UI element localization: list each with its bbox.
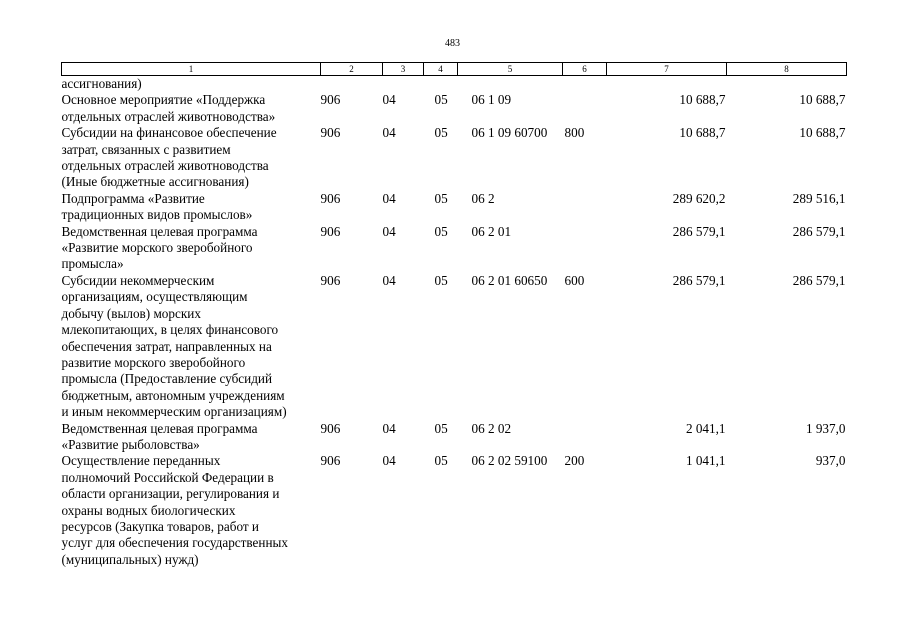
amount-year-2: 1 937,0 (805, 420, 846, 436)
expense-type-code: 800 (564, 125, 585, 141)
expense-type-code (563, 421, 607, 454)
budget-table (61, 62, 847, 568)
header-cell: 2 (321, 63, 383, 76)
target-article-code: 06 2 01 60650 (471, 272, 548, 288)
item-name (62, 421, 321, 454)
item-name (62, 125, 321, 191)
item-name (62, 191, 321, 224)
header-cell: 7 (607, 63, 727, 76)
grbs-code: 906 (320, 190, 341, 206)
expense-type-code (563, 76, 607, 93)
item-name (62, 453, 321, 568)
section-code (383, 76, 424, 93)
item-name-line: Ведомственная целевая программа (61, 223, 258, 239)
amount-year-2: 10 688,7 (799, 125, 846, 141)
item-name-line: отдельных отраслей животноводства (61, 158, 269, 174)
page-number: 483 (445, 38, 460, 49)
subsection-code: 05 (434, 92, 448, 108)
grbs-code: 906 (320, 125, 341, 141)
header-cell: 5 (458, 63, 563, 76)
item-name-line: ассигнования) (61, 76, 142, 91)
header-cell: 1 (62, 63, 321, 76)
item-name-line: организациям, осуществляющим (61, 289, 248, 305)
table-row (62, 421, 847, 454)
table-row (62, 273, 847, 421)
target-article-code: 06 1 09 (471, 92, 512, 108)
amount-year-1: 10 688,7 (679, 125, 726, 141)
amount-year-1: 10 688,7 (679, 92, 726, 108)
item-name-line: «Развитие рыболовства» (61, 436, 200, 452)
item-name (62, 76, 321, 93)
table-row (62, 191, 847, 224)
item-name-line: традиционных видов промыслов» (61, 207, 253, 223)
amount-year-2: 937,0 (815, 453, 846, 469)
item-name-line: промысла» (61, 256, 124, 272)
target-article-code: 06 2 02 59100 (471, 453, 548, 469)
item-name-line: (муниципальных) нужд) (61, 551, 199, 567)
grbs-code: 906 (320, 92, 341, 108)
subsection-code: 05 (434, 453, 448, 469)
header-cell: 8 (727, 63, 847, 76)
item-name (62, 92, 321, 125)
item-name (62, 273, 321, 421)
item-name-line: развитие морского зверобойного (61, 354, 246, 370)
item-name-line: Субсидии некоммерческим (61, 272, 215, 288)
item-name-line: обеспечения затрат, направленных на (61, 338, 272, 354)
section-code: 04 (382, 272, 396, 288)
amount-year-2 (727, 76, 847, 93)
section-code: 04 (382, 420, 396, 436)
header-cell: 3 (383, 63, 424, 76)
item-name-line: промысла (Предоставление субсидий (61, 371, 273, 387)
expense-type-code: 200 (564, 453, 585, 469)
expense-type-code (563, 191, 607, 224)
table-row (62, 76, 847, 93)
table-row (62, 224, 847, 273)
grbs-code: 906 (320, 223, 341, 239)
target-article-code: 06 1 09 60700 (471, 125, 548, 141)
table-body (62, 76, 847, 569)
section-code: 04 (382, 92, 396, 108)
column-number-header (62, 63, 847, 76)
item-name-line: услуг для обеспечения государственных (61, 535, 288, 551)
expense-type-code: 600 (564, 272, 585, 288)
subsection-code (424, 76, 458, 93)
target-article-code (458, 76, 563, 93)
item-name-line: и иным некоммерческим организациям) (61, 404, 287, 420)
item-name-line: затрат, связанных с развитием (61, 141, 231, 157)
item-name-line: ресурсов (Закупка товаров, работ и (61, 518, 259, 534)
item-name-line: области организации, регулирования и (61, 486, 280, 502)
expense-type-code (563, 224, 607, 273)
section-code: 04 (382, 453, 396, 469)
item-name-line: (Иные бюджетные ассигнования) (61, 174, 249, 190)
amount-year-2: 289 516,1 (792, 190, 846, 206)
subsection-code: 05 (434, 125, 448, 141)
amount-year-1: 289 620,2 (672, 190, 726, 206)
item-name (62, 224, 321, 273)
amount-year-1: 1 041,1 (685, 453, 726, 469)
subsection-code: 05 (434, 272, 448, 288)
amount-year-2: 286 579,1 (792, 223, 846, 239)
section-code: 04 (382, 223, 396, 239)
subsection-code: 05 (434, 190, 448, 206)
subsection-code: 05 (434, 420, 448, 436)
target-article-code: 06 2 01 (471, 223, 512, 239)
amount-year-1: 2 041,1 (685, 420, 726, 436)
amount-year-1: 286 579,1 (672, 223, 726, 239)
grbs-code: 906 (320, 420, 341, 436)
table-row (62, 453, 847, 568)
header-cell: 6 (563, 63, 607, 76)
amount-year-1: 286 579,1 (672, 272, 726, 288)
section-code: 04 (382, 190, 396, 206)
item-name-line: бюджетным, автономным учреждениям (61, 387, 285, 403)
item-name-line: отдельных отраслей животноводства» (61, 108, 276, 124)
section-code: 04 (382, 125, 396, 141)
amount-year-2: 10 688,7 (799, 92, 846, 108)
target-article-code: 06 2 02 (471, 420, 512, 436)
item-name-line: «Развитие морского зверобойного (61, 240, 253, 256)
amount-year-2: 286 579,1 (792, 272, 846, 288)
expense-type-code (563, 92, 607, 125)
item-name-line: полномочий Российской Федерации в (61, 469, 274, 485)
grbs-code: 906 (320, 453, 341, 469)
subsection-code: 05 (434, 223, 448, 239)
table-row (62, 92, 847, 125)
target-article-code: 06 2 (471, 190, 495, 206)
item-name-line: млекопитающих, в целях финансового (61, 322, 279, 338)
grbs-code (321, 76, 383, 93)
table-row (62, 125, 847, 191)
item-name-line: Основное мероприятие «Поддержка (61, 92, 266, 108)
header-cell: 4 (424, 63, 458, 76)
grbs-code: 906 (320, 272, 341, 288)
amount-year-1 (607, 76, 727, 93)
item-name-line: Подпрограмма «Развитие (61, 190, 205, 206)
item-name-line: охраны водных биологических (61, 502, 236, 518)
item-name-line: Субсидии на финансовое обеспечение (61, 125, 277, 141)
item-name-line: Ведомственная целевая программа (61, 420, 258, 436)
item-name-line: Осуществление переданных (61, 453, 221, 469)
item-name-line: добычу (вылов) морских (61, 305, 201, 321)
